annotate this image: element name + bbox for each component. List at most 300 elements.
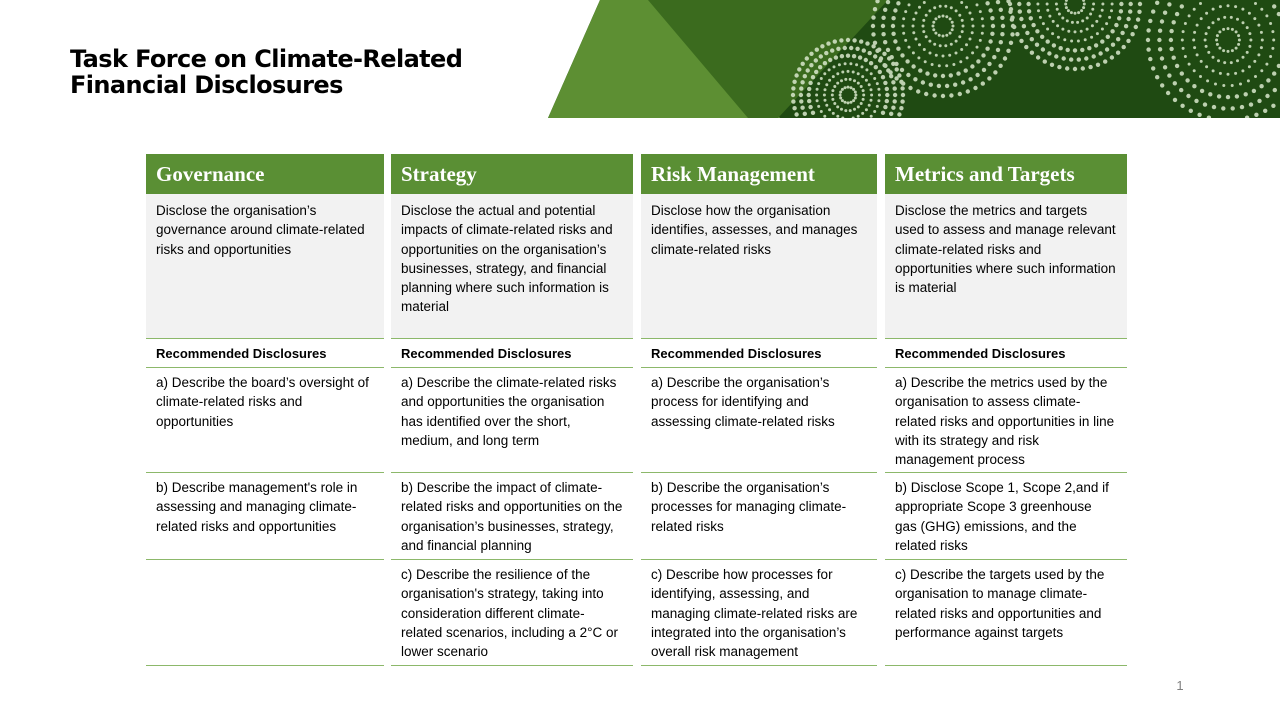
banner-dot: [883, 8, 887, 12]
banner-dot: [1046, 39, 1050, 43]
banner-dot: [850, 86, 853, 89]
banner-dot: [965, 43, 968, 46]
banner-dot: [1169, 29, 1173, 33]
banner-dot: [1205, 12, 1208, 15]
banner-dot: [1117, 16, 1121, 20]
banner-dot: [841, 71, 844, 74]
banner-dot: [1272, 4, 1276, 8]
banner-dot: [1000, 16, 1004, 20]
column-header: Metrics and Targets: [885, 154, 1127, 194]
banner-dot: [839, 38, 843, 42]
banner-dot: [825, 83, 828, 86]
banner-dot: [1110, 55, 1114, 59]
banner-dot: [1091, 24, 1094, 27]
banner-dot: [1130, 32, 1134, 36]
banner-dot: [1227, 50, 1230, 53]
banner-dot: [816, 88, 819, 91]
banner-dot: [1042, 22, 1045, 25]
banner-dot: [870, 115, 873, 118]
banner-dot: [1222, 84, 1225, 87]
banner-dot: [799, 99, 803, 103]
banner-dot: [870, 99, 873, 102]
header-banner-graphic: [548, 0, 1280, 118]
banner-dot: [1110, 9, 1113, 12]
banner-dot: [988, 39, 992, 43]
banner-dot: [1249, 39, 1252, 42]
banner-dot: [1040, 35, 1044, 39]
banner-dot: [873, 110, 876, 113]
banner-dot: [861, 112, 864, 115]
banner-dot: [870, 72, 873, 75]
banner-dot: [854, 91, 857, 94]
banner-dot: [1092, 54, 1096, 58]
banner-dot: [878, 58, 882, 62]
banner-dot: [1077, 11, 1080, 14]
banner-dot: [1099, 15, 1102, 18]
banner-dot: [895, 67, 899, 71]
banner-dot: [1247, 79, 1250, 82]
banner-dot: [883, 105, 887, 109]
banner-dot: [1105, 47, 1109, 51]
banner-dot: [925, 71, 929, 75]
banner-dot: [976, 46, 979, 49]
banner-dot: [799, 86, 803, 90]
banner-dot: [1236, 18, 1239, 21]
banner-dot: [899, 80, 903, 84]
banner-dot: [1261, 39, 1264, 42]
banner-dot: [800, 80, 804, 84]
banner-dot: [902, 32, 905, 35]
banner-dot: [960, 1, 963, 4]
banner-dot: [1155, 1, 1159, 5]
banner-dot: [1091, 8, 1094, 11]
banner-dot: [933, 43, 936, 46]
column-header: Risk Management: [641, 154, 877, 194]
banner-dot: [904, 10, 907, 13]
banner-dot: [1231, 84, 1234, 87]
banner-dot: [929, 52, 932, 55]
banner-dot: [1218, 30, 1221, 33]
banner-dot: [857, 105, 860, 108]
banner-dot: [971, 18, 974, 21]
banner-dot: [1246, 26, 1249, 29]
banner-dot: [1029, 16, 1033, 20]
banner-dot: [854, 97, 857, 100]
disclosure-item: a) Describe the organisation’s process for identifying and assessing climate-related risks: [641, 368, 877, 473]
banner-dot: [971, 51, 974, 54]
banner-dot: [853, 79, 856, 82]
banner-dot: [1199, 2, 1202, 5]
banner-dot: [1248, 45, 1251, 48]
banner-dot: [1180, 71, 1184, 75]
banner-dot: [900, 53, 904, 57]
banner-dot: [1200, 60, 1203, 63]
banner-dot: [1182, 30, 1185, 33]
banner-dot: [1100, 39, 1104, 43]
banner-dot: [844, 109, 847, 112]
banner-dot: [1101, 28, 1104, 31]
banner-dot: [902, 17, 905, 20]
banner-dot: [1260, 69, 1263, 72]
banner-dot: [981, 32, 984, 35]
banner-dot: [840, 54, 844, 58]
banner-dot: [951, 28, 954, 31]
banner-dot: [797, 67, 801, 71]
banner-dot: [911, 64, 915, 68]
banner-dot: [928, 40, 931, 43]
banner-dot: [1254, 2, 1257, 5]
banner-dot: [1236, 59, 1239, 62]
banner-dot: [1231, 49, 1234, 52]
banner-dot: [799, 93, 803, 97]
banner-dot: [1167, 73, 1171, 77]
banner-dot: [886, 68, 890, 72]
banner-dot: [811, 75, 815, 79]
banner-dot: [908, 46, 911, 49]
banner-dot: [1181, 39, 1184, 42]
banner-dot: [832, 112, 835, 115]
banner-dot: [1158, 29, 1162, 33]
banner-dot: [944, 44, 947, 47]
banner-dot: [807, 93, 811, 97]
banner-dot: [896, 1, 900, 5]
banner-dot: [1173, 81, 1177, 85]
banner-dot: [832, 75, 835, 78]
banner-dot: [814, 70, 818, 74]
banner-dot: [1212, 105, 1216, 109]
column-header: Governance: [146, 154, 384, 194]
banner-dot: [1212, 21, 1215, 24]
banner-dot: [833, 39, 837, 43]
banner-dot: [828, 58, 832, 62]
banner-dot: [1167, 2, 1171, 6]
banner-dot: [807, 87, 811, 91]
banner-dot: [968, 77, 972, 81]
banner-dot: [820, 110, 823, 113]
banner-dot: [901, 93, 905, 97]
banner-dot: [900, 86, 904, 90]
disclosure-item: c) Describe the resilience of the organisation's strategy, taking into consideration different climate-related scenarios, including a 2°C or lower scenario: [391, 560, 633, 666]
banner-dot: [1070, 40, 1073, 43]
banner-dot: [873, 7, 877, 11]
banner-dot: [1246, 51, 1249, 54]
title-line-2: Financial Disclosures: [70, 71, 343, 99]
banner-dot: [1046, 9, 1049, 12]
banner-dot: [893, 93, 897, 97]
banner-dot: [803, 74, 807, 78]
banner-dot: [806, 68, 810, 72]
banner-dot: [1253, 60, 1256, 63]
banner-dot: [823, 72, 826, 75]
banner-dot: [993, 70, 997, 74]
banner-dot: [882, 52, 886, 56]
banner-dot: [881, 111, 885, 115]
banner-dot: [1064, 3, 1067, 6]
banner-dot: [893, 86, 897, 90]
banner-dot: [849, 46, 853, 50]
banner-dot: [859, 39, 863, 43]
banner-dot: [1252, 89, 1256, 93]
banner-dot: [1048, 15, 1051, 18]
banner-dot: [823, 61, 827, 65]
banner-dot: [945, 64, 948, 67]
banner-dot: [865, 68, 868, 71]
banner-dot: [865, 41, 869, 45]
banner-dot: [1235, 30, 1238, 33]
banner-dot: [1169, 38, 1173, 42]
banner-dot: [955, 52, 958, 55]
banner-dot: [883, 40, 887, 44]
banner-dot: [1041, 47, 1045, 51]
column-description: Disclose how the organisation identifies, assesses, and manages climate-related risks: [641, 194, 877, 339]
banner-dot: [1257, 99, 1261, 103]
banner-dot: [1030, 37, 1034, 41]
banner-dot: [1146, 47, 1150, 51]
banner-dot: [852, 71, 855, 74]
banner-dot: [831, 89, 834, 92]
banner-dot: [1061, 28, 1064, 31]
banner-dot: [823, 94, 826, 97]
banner-dot: [1019, 17, 1023, 21]
banner-dot: [846, 54, 850, 58]
banner-dot: [873, 77, 876, 80]
banner-dot: [860, 85, 863, 88]
banner-dot: [1163, 11, 1167, 15]
banner-dot: [915, 38, 918, 41]
banner-dot: [1126, 17, 1130, 21]
banner-dot: [949, 73, 953, 77]
banner-dot: [1223, 61, 1226, 64]
banner-dot: [1061, 17, 1064, 20]
banner-dot: [1271, 104, 1275, 108]
banner-dot: [1160, 19, 1164, 23]
banner-dot: [952, 25, 955, 28]
banner-dot: [1077, 40, 1080, 43]
banner-dot: [945, 84, 949, 88]
banner-dot: [825, 104, 828, 107]
recommended-disclosures-label: Recommended Disclosures: [146, 339, 384, 368]
banner-dot: [1067, 30, 1070, 33]
banner-dot: [1009, 41, 1013, 45]
banner-dot: [1146, 28, 1150, 32]
banner-dot: [1222, 49, 1225, 52]
banner-dot: [969, 38, 972, 41]
banner-dot: [932, 21, 935, 24]
banner-dot: [1240, 105, 1244, 109]
banner-dot: [1083, 3, 1086, 6]
banner-dot: [1160, 56, 1164, 60]
banner-dot: [1026, 2, 1030, 6]
banner-dot: [1151, 66, 1155, 70]
banner-dot: [836, 105, 839, 108]
banner-dot: [1227, 27, 1230, 30]
banner-dot: [865, 79, 868, 82]
banner-dot: [908, 3, 911, 6]
banner-dot: [942, 15, 945, 18]
banner-dot: [1169, 47, 1173, 51]
banner-dot: [1069, 57, 1073, 61]
banner-dot: [870, 94, 873, 97]
banner-dot: [1182, 47, 1185, 50]
banner-dot: [873, 54, 877, 58]
banner-dot: [979, 39, 982, 42]
banner-dot: [843, 46, 847, 50]
banner-dot: [1235, 94, 1239, 98]
banner-dot: [905, 59, 909, 63]
banner-dot: [1193, 8, 1196, 11]
banner-dot: [1221, 106, 1225, 110]
banner-dot: [933, 73, 937, 77]
banner-dot: [824, 88, 827, 91]
banner-dot: [996, 0, 1000, 4]
banner-dot: [1062, 56, 1066, 60]
banner-dot: [1066, 48, 1070, 52]
banner-dot: [1272, 39, 1275, 42]
banner-dot: [836, 47, 840, 51]
banner-dot: [889, 112, 893, 116]
banner-dot: [836, 72, 839, 75]
page-title: [70, 46, 530, 98]
banner-dot: [891, 32, 895, 36]
banner-dot: [1193, 31, 1196, 34]
banner-dot: [999, 40, 1003, 44]
banner-dot: [982, 25, 985, 28]
banner-dot: [791, 99, 795, 103]
banner-dot: [1184, 22, 1187, 25]
banner-dot: [908, 86, 912, 90]
banner-dot: [791, 93, 795, 97]
banner-dot: [956, 71, 960, 75]
banner-dot: [1227, 4, 1230, 7]
banner-dot: [1080, 30, 1083, 33]
banner-dot: [933, 6, 936, 9]
banner-dot: [973, 86, 977, 90]
banner-dot: [985, 47, 989, 51]
banner-dot: [1019, 39, 1023, 43]
banner-dot: [1244, 92, 1248, 96]
banner-dot: [1207, 26, 1210, 29]
banner-dot: [891, 24, 895, 28]
green-dotted-banner-graphic: [548, 0, 1280, 118]
banner-dot: [1073, 67, 1077, 71]
banner-dot: [1188, 14, 1191, 17]
banner-dot: [1148, 57, 1152, 61]
banner-dot: [831, 94, 834, 97]
banner-dot: [1266, 78, 1270, 82]
banner-dot: [1095, 20, 1098, 23]
banner-dot: [937, 84, 941, 88]
banner-dot: [1219, 72, 1222, 75]
banner-dot: [891, 16, 895, 20]
banner-dot: [816, 99, 819, 102]
banner-dot: [1111, 43, 1115, 47]
banner-dot: [847, 70, 850, 73]
banner-dot: [881, 75, 885, 79]
banner-dot: [893, 39, 897, 43]
banner-dot: [1196, 53, 1199, 56]
banner-dot: [1089, 13, 1092, 16]
banner-dot: [862, 94, 865, 97]
banner-dot: [1073, 48, 1077, 52]
banner-dot: [1046, 28, 1049, 31]
banner-dot: [928, 9, 931, 12]
banner-dot: [950, 6, 953, 9]
banner-dot: [791, 86, 795, 90]
banner-dot: [1265, 94, 1269, 98]
page-number: 1: [1176, 678, 1184, 693]
banner-dot: [1058, 13, 1061, 16]
banner-dot: [877, 88, 880, 91]
banner-dot: [935, 54, 938, 57]
banner-dot: [891, 62, 895, 66]
banner-dot: [818, 65, 822, 69]
banner-dot: [953, 83, 957, 87]
banner-dot: [794, 73, 798, 77]
banner-dot: [1074, 12, 1077, 15]
banner-dot: [1057, 36, 1060, 39]
banner-dot: [1111, 3, 1114, 6]
banner-dot: [1242, 21, 1245, 24]
banner-dot: [931, 63, 934, 66]
banner-dot: [961, 80, 965, 84]
banner-dot: [1158, 47, 1162, 51]
banner-dot: [951, 21, 954, 24]
banner-dot: [1239, 83, 1242, 86]
disclosure-item: b) Disclose Scope 1, Scope 2,and if appropriate Scope 3 greenhouse gas (GHG) emissions, and the related risks: [885, 473, 1127, 560]
banner-dot: [1155, 75, 1159, 79]
banner-dot: [1018, 9, 1022, 13]
banner-dot: [912, 31, 915, 34]
banner-dot: [1039, 16, 1042, 19]
banner-dot: [1046, 3, 1049, 6]
banner-dot: [934, 32, 937, 35]
banner-dot: [857, 115, 860, 118]
banner-dot: [972, 25, 975, 28]
column-header: Strategy: [391, 154, 633, 194]
banner-dot: [1057, 65, 1061, 69]
banner-dot: [961, 19, 964, 22]
banner-dot: [1052, 20, 1055, 23]
banner-dot: [871, 44, 875, 48]
banner-dot: [1218, 47, 1221, 50]
banner-dot: [900, 99, 904, 103]
banner-dot: [1137, 10, 1141, 14]
banner-dot: [1012, 25, 1016, 29]
banner-dot: [815, 48, 819, 52]
disclosure-item: b) Describe the impact of climate-related risks and opportunities on the organisation’s businesses, strategy, and financial planning: [391, 473, 633, 560]
banner-dot: [1230, 16, 1233, 19]
banner-dot: [805, 56, 809, 60]
column-description: Disclose the organisation’s governance around climate-related risks and opportunities: [146, 194, 384, 339]
banner-dot: [1231, 106, 1235, 110]
banner-dot: [1197, 113, 1201, 117]
banner-dot: [857, 72, 860, 75]
banner-dot: [1269, 55, 1272, 58]
banner-dot: [1096, 63, 1100, 67]
banner-dot: [792, 80, 796, 84]
banner-dot: [1001, 24, 1005, 28]
banner-dot: [817, 105, 820, 108]
banner-dot: [1248, 32, 1251, 35]
banner-dot: [939, 44, 942, 47]
banner-dot: [1116, 51, 1120, 55]
banner-dot: [1077, 57, 1081, 61]
banner-dot: [871, 15, 875, 19]
banner-dot: [874, 65, 878, 69]
banner-dot: [792, 106, 796, 110]
banner-dot: [1134, 25, 1138, 29]
banner-dot: [944, 5, 947, 8]
